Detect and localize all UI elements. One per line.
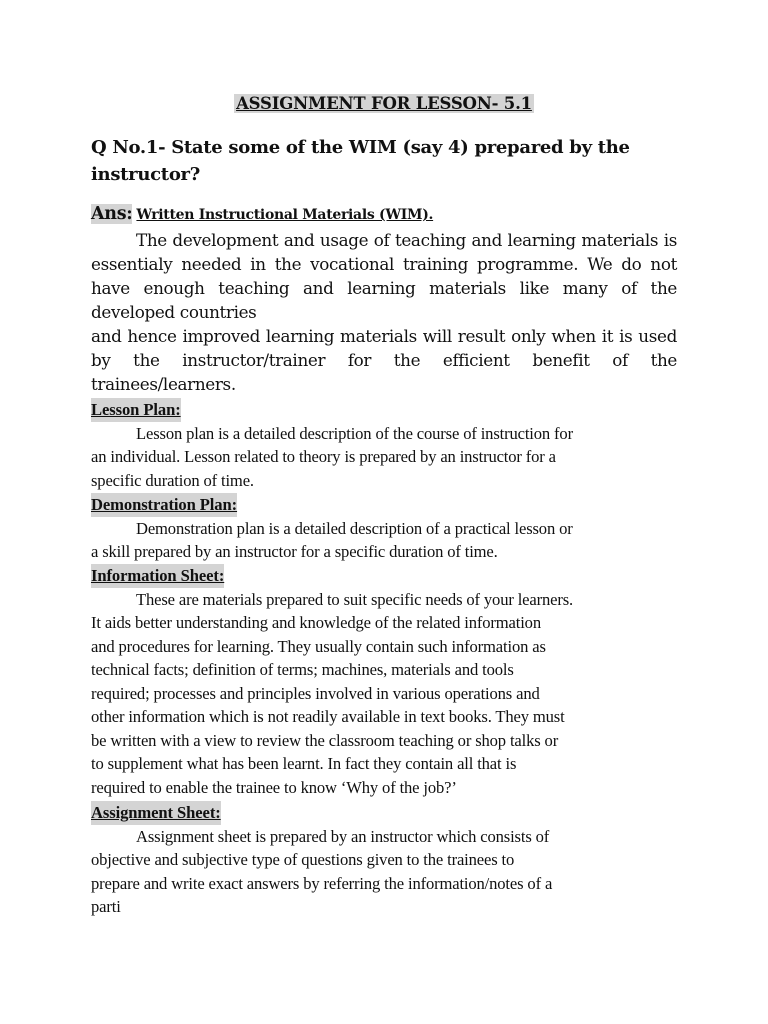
section-line: be written with a view to review the classroom teaching or shop talks or (91, 730, 559, 750)
answer-heading: Written Instructional Materials (WIM). (136, 207, 434, 223)
section-line: Assignment sheet is prepared by an instructor which consists of (136, 826, 550, 846)
section-line: objective and subjective type of questions given to the trainees to (91, 850, 515, 869)
intro-paragraph-1: The development and usage of teaching and learning materials is essentialy needed in the vocational training programme. We do not have enough teaching and learning materials like many of the developed countries (91, 230, 677, 322)
section-assignment-sheet (91, 801, 687, 919)
section-body (91, 825, 687, 919)
answer-header (91, 204, 691, 224)
section-line: and procedures for learning. They usually contain such information as (91, 636, 546, 656)
section-heading: Demonstration Plan: (91, 493, 237, 517)
question-line-1: Q No.1- State some of the WIM (say 4) prepared by the (91, 137, 630, 158)
section-line: These are materials prepared to suit specific needs of your learners. (136, 589, 574, 609)
section-line: prepare and write exact answers by referring the information/notes of a (91, 873, 553, 893)
section-demonstration-plan (91, 493, 687, 564)
section-heading: Lesson Plan: (91, 398, 181, 422)
section-line: an individual. Lesson related to theory is prepared by an instructor for a (91, 447, 556, 466)
document-title: ASSIGNMENT FOR LESSON- 5.1 (236, 94, 532, 113)
section-line: required to enable the trainee to know ‘Why of the job?’ (91, 777, 457, 797)
section-body (91, 588, 687, 800)
section-line: specific duration of time. (91, 470, 254, 490)
section-line: other information which is not readily available in text books. They must (91, 707, 565, 726)
section-line: Lesson plan is a detailed description of the course of instruction for (136, 423, 573, 443)
section-line: Demonstration plan is a detailed description of a practical lesson or (136, 518, 573, 538)
section-line: a skill prepared by an instructor for a specific duration of time. (91, 542, 498, 561)
answer-label: Ans: (91, 204, 133, 224)
intro-paragraph-2: and hence improved learning materials will result only when it is used by the instructor/trainer for the efficient benefit of the trainees/learners. (91, 326, 677, 394)
section-information-sheet (91, 564, 687, 799)
section-line: technical facts; definition of terms; machines, materials and tools (91, 660, 514, 679)
question-text (91, 134, 691, 188)
answer-intro (91, 228, 677, 396)
section-body (91, 422, 687, 493)
section-line: It aids better understanding and knowledge of the related information (91, 613, 541, 632)
section-line: required; processes and principles involved in various operations and (91, 683, 540, 703)
section-line: to supplement what has been learnt. In fact they contain all that is (91, 754, 517, 773)
section-lesson-plan (91, 398, 687, 492)
section-line: parti (91, 897, 121, 916)
section-heading: Information Sheet: (91, 564, 224, 588)
section-heading: Assignment Sheet: (91, 801, 221, 825)
question-line-2: instructor? (91, 164, 200, 185)
section-body (91, 517, 687, 564)
